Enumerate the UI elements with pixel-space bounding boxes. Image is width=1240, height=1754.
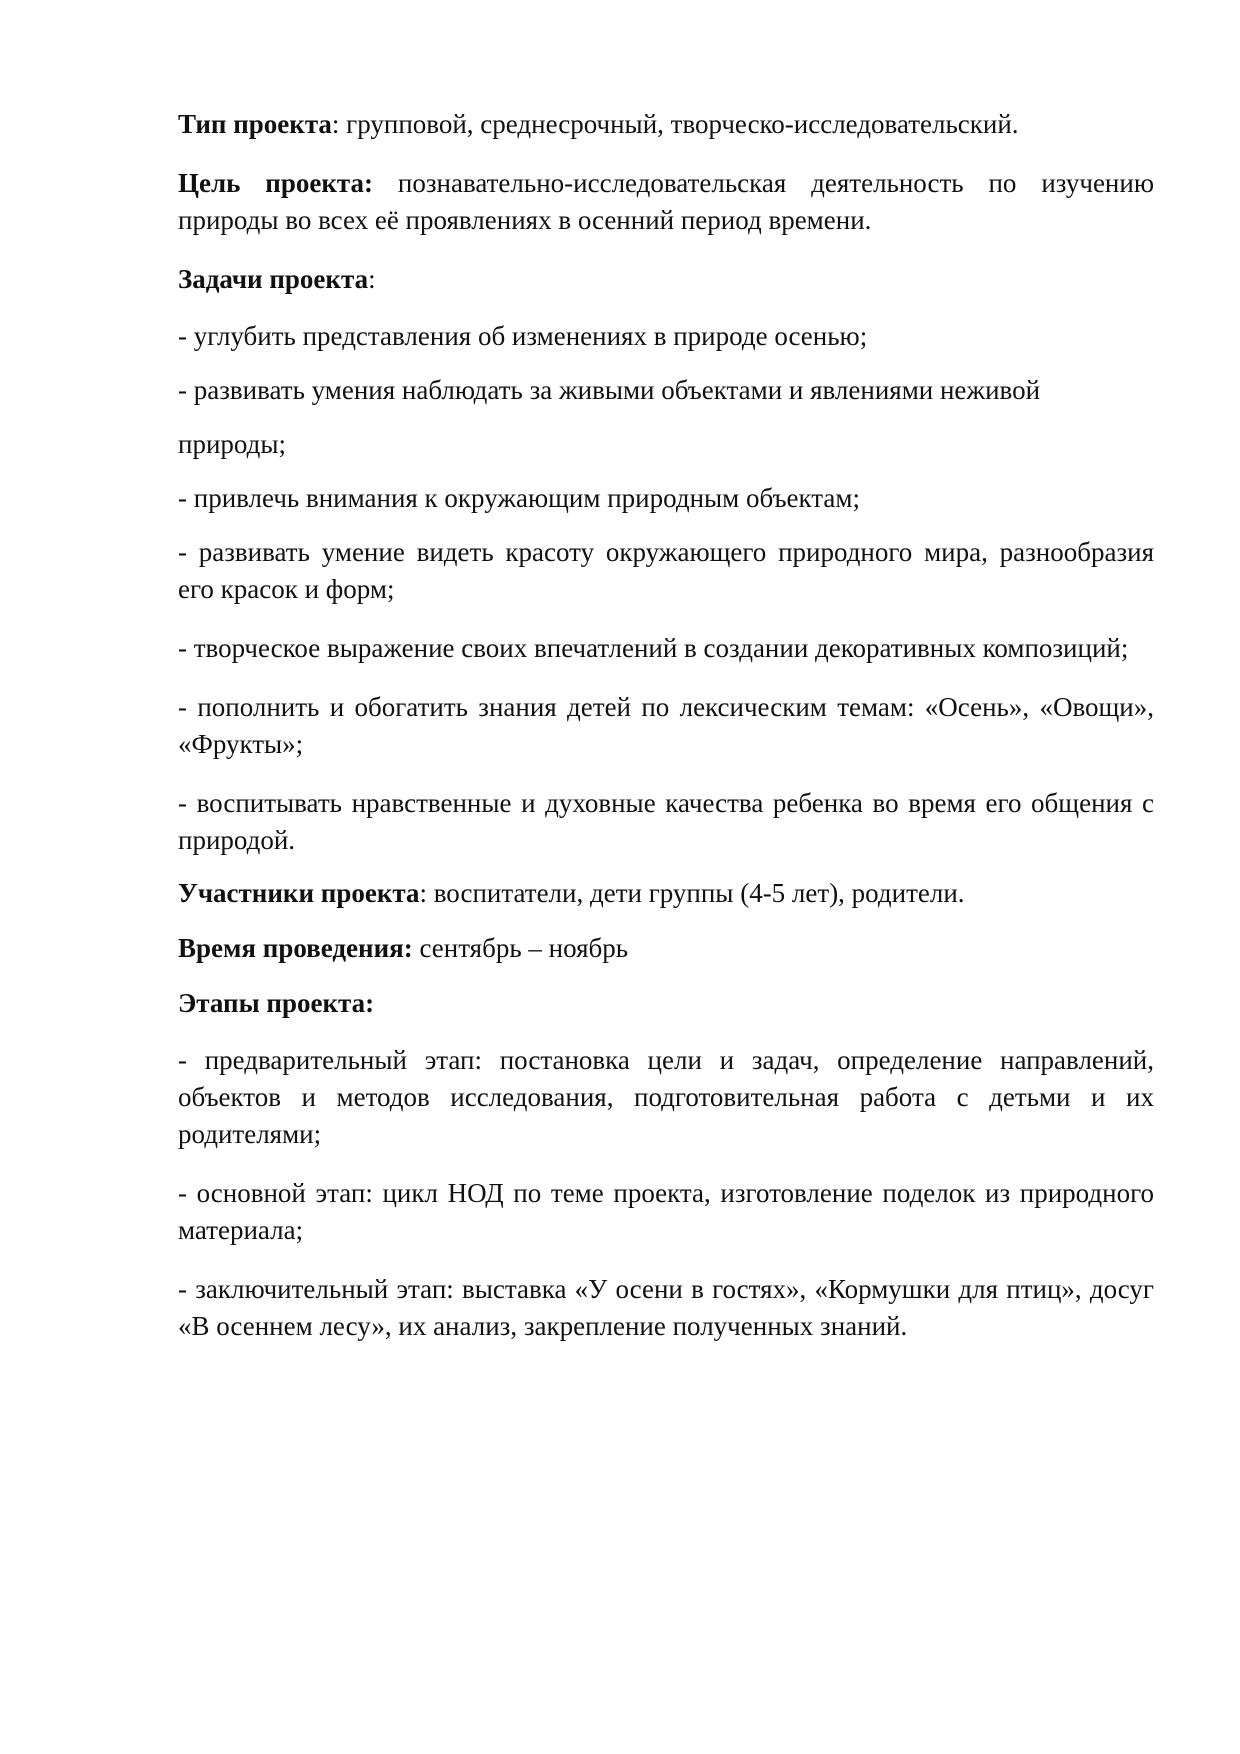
task-item: природы; [178,429,286,459]
stage-item: - основной этап: цикл НОД по теме проекта, изготовление поделок из природного материала; [178,1178,1154,1245]
project-type-label: Тип проекта [178,109,332,139]
task-item: - привлечь внимания к окружающим природным объектам; [178,483,860,513]
project-type [178,106,1154,143]
task-item: - развивать умение видеть красоту окружающего природного мира, разнообразия его красок и форм; [178,537,1154,604]
task-item: - пополнить и обогатить знания детей по лексическим темам: «Осень», «Овощи», «Фрукты»; [178,692,1154,759]
tasks-heading [178,261,1154,298]
participants-label: Участники проекта [178,878,420,908]
project-goal [178,165,1154,239]
task-item: - воспитывать нравственные и духовные качества ребенка во время его общения с природой. [178,788,1154,855]
stages-heading-label: Этапы проекта: [178,988,375,1018]
task-item: - творческое выражение своих впечатлений в создании декоративных композиций; [178,633,1129,663]
project-type-text: : групповой, среднесрочный, творческо-исследовательский. [331,109,1019,139]
tasks-heading-label: Задачи проекта [178,264,369,294]
task-item: - углубить представления об изменениях в природе осенью; [178,321,868,351]
stage-item: - заключительный этап: выставка «У осени в гостях», «Кормушки для птиц», досуг «В осеннем лесу», их анализ, закрепление полученных знаний. [178,1274,1154,1341]
time-label: Время проведения: [178,933,413,963]
stage-item: - предварительный этап: постановка цели и задач, определение направлений, объектов и методов исследования, подготовительная работа с детьми и их родителями; [178,1045,1154,1149]
project-time [178,930,1154,967]
time-text: сентябрь – ноябрь [412,933,629,963]
participants-text: : воспитатели, дети группы (4-5 лет), родители. [419,878,965,908]
stages-heading [178,985,1154,1022]
task-item: - развивать умения наблюдать за живыми объектами и явлениями неживой [178,375,1041,405]
project-participants [178,875,1154,912]
project-goal-text: познавательно-исследовательская деятельность по изучению природы во всех её проявлениях в осенний период времени. [178,168,1154,235]
document-page [178,106,1154,1345]
project-goal-label: Цель проекта: [178,168,374,198]
tasks-heading-colon: : [368,264,376,294]
